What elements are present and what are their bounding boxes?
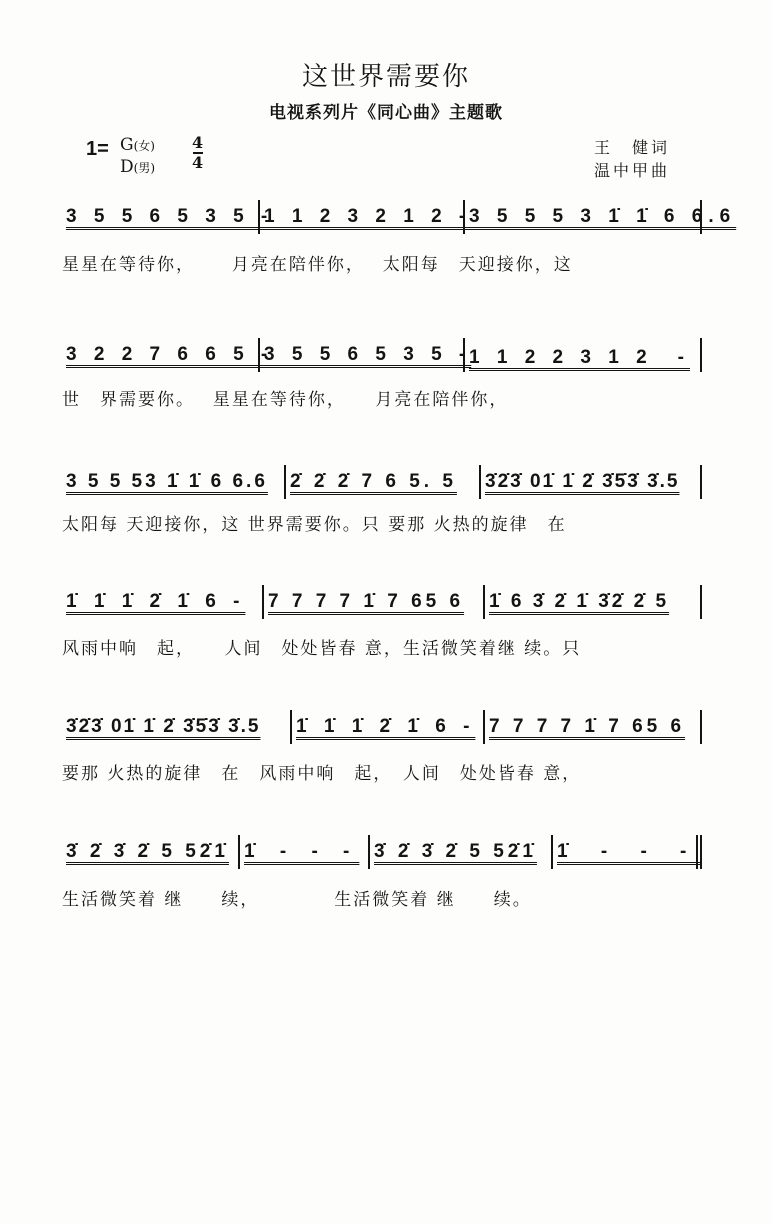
measure: 1̇ 6 3̇ 2̇ 1̇ 3̇2̇ 2̇ 5 — [485, 585, 702, 619]
measure: 2̇ 2̇ 2̇ 7 6 5. 5 — [286, 465, 481, 499]
song-subtitle: 电视系列片《同心曲》主题歌 — [269, 103, 503, 123]
measure: 1̇ 1̇ 1̇ 2̇ 1̇ 6 - — [62, 585, 264, 619]
measure: 3 2 2 7 6 6 5 - — [62, 338, 260, 372]
final-measure: 1̇ - - - — [553, 835, 702, 869]
meter-bottom: 4 — [192, 153, 204, 172]
credits — [594, 136, 670, 182]
male-key: D — [120, 157, 134, 177]
notation-line — [62, 585, 702, 619]
key-signature — [120, 135, 155, 179]
notation-line — [62, 835, 702, 869]
measure: 3 5 5 6 5 3 5 - — [62, 200, 260, 234]
song-title: 这世界需要你 — [301, 62, 470, 92]
notation-line — [62, 200, 737, 234]
lyrics-line: 风雨中响 起， 人间 处处皆春 意，生活微笑着继 续。只 — [62, 639, 582, 659]
measure: 3̇2̇3̇ 01̇ 1̇ 2̇ 3̇5̇3̇ 3̇.5 — [481, 465, 702, 499]
meter-top: 4 — [192, 133, 204, 152]
key-prefix: 1= — [86, 138, 109, 160]
lyrics-line: 要那 火热的旋律 在 风雨中响 起， 人间 处处皆春 意， — [62, 764, 582, 784]
measure: 3 5 5 53 1̇ 1̇ 6 6.6 — [62, 465, 286, 499]
notation-line — [62, 465, 702, 499]
time-signature — [192, 134, 203, 172]
measure: 7 7 7 7 1̇ 7 65 6 — [264, 585, 485, 619]
measure: 1 1 2 3 2 1 2 - — [260, 200, 465, 234]
female-label: (女) — [133, 139, 155, 153]
notation-line — [62, 710, 702, 744]
measure: 1 1 2 2 3 1 2 - — [465, 338, 702, 372]
measure: 3 5 5 5 3 1̇ 1̇ 6 6.6 — [465, 200, 702, 234]
measure: 1̇ 1̇ 1̇ 2̇ 1̇ 6 - — [292, 710, 485, 744]
female-key: G — [120, 135, 134, 155]
measure: 3̇ 2̇ 3̇ 2̇ 5 52̇1̇ — [62, 835, 240, 869]
measure: 7 7 7 7 1̇ 7 65 6 — [485, 710, 702, 744]
lyrics-line: 星星在等待你， 月亮在陪伴你， 太阳每 天迎接你，这 — [62, 255, 573, 275]
lyrics-line: 世 界需要你。 星星在等待你， 月亮在陪伴你， — [62, 390, 509, 410]
lyrics-line: 生活微笑着 继 续， 生活微笑着 继 续。 — [62, 890, 532, 910]
lyricist: 王 健词 — [594, 138, 671, 157]
measure: 3 5 5 6 5 3 5 - — [260, 338, 465, 372]
notation-line — [62, 338, 702, 372]
lyrics-line: 太阳每 天迎接你，这 世界需要你。只 要那 火热的旋律 在 — [62, 515, 567, 535]
male-label: (男) — [133, 161, 156, 175]
measure: 3̇ 2̇ 3̇ 2̇ 5 52̇1̇ — [370, 835, 553, 869]
composer: 温中甲曲 — [594, 161, 671, 180]
measure: 1̇ - - - — [240, 835, 370, 869]
measure: 3̇2̇3̇ 01̇ 1̇ 2̇ 3̇5̇3̇ 3̇.5 — [62, 710, 292, 744]
